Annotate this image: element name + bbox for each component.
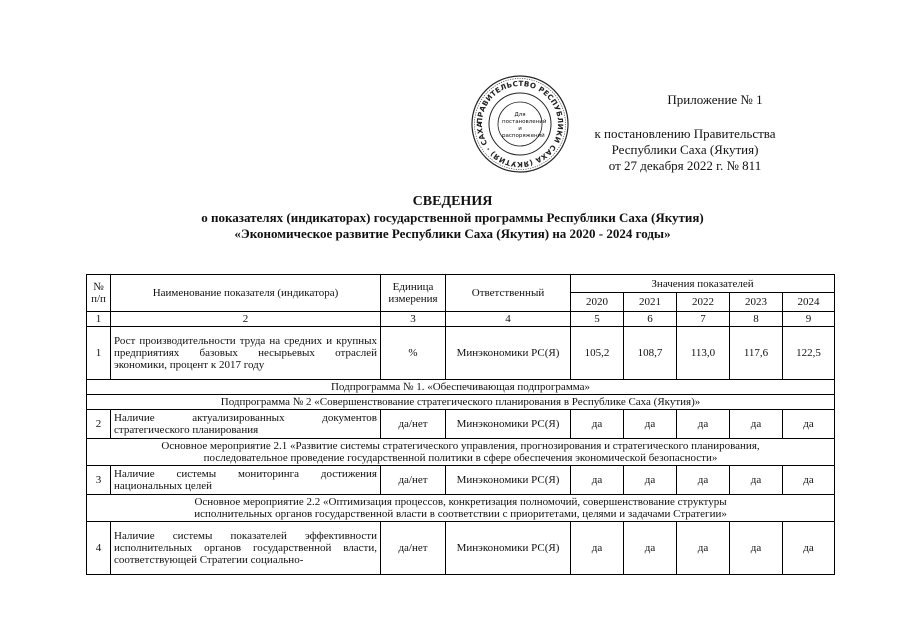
column-number: 1 bbox=[87, 312, 111, 327]
row-value: 117,6 bbox=[730, 327, 783, 380]
header-unit: Единица измерения bbox=[381, 275, 446, 312]
subprogram-row bbox=[87, 395, 835, 410]
row-value: 113,0 bbox=[677, 327, 730, 380]
subprogram-title: Подпрограмма № 2 «Совершенствование стратегического планирования в Республике Саха (Якутия)» bbox=[87, 395, 835, 410]
row-indicator-name: Рост производительности труда на средних и крупных предприятиях базовых несырьевых отраслей экономики, процент к 2017 году bbox=[111, 327, 381, 380]
header-year: 2024 bbox=[783, 293, 835, 312]
official-seal bbox=[470, 74, 570, 174]
row-value: да bbox=[571, 522, 624, 575]
indicators-table bbox=[86, 274, 835, 575]
column-numbers-row bbox=[87, 312, 835, 327]
row-value: 122,5 bbox=[783, 327, 835, 380]
row-value: да bbox=[571, 410, 624, 439]
document-subtitle: о показателях (индикаторах) государственной программы Республики Саха (Якутия) bbox=[201, 210, 704, 225]
appendix-line: от 27 декабря 2022 г. № 811 bbox=[608, 158, 762, 173]
row-value: да bbox=[624, 466, 677, 495]
row-value: да bbox=[783, 522, 835, 575]
table-row bbox=[87, 327, 835, 380]
row-value: да bbox=[730, 522, 783, 575]
row-unit: да/нет bbox=[381, 410, 446, 439]
measure-row bbox=[87, 439, 835, 466]
measure-row bbox=[87, 495, 835, 522]
row-responsible: Минэкономики РС(Я) bbox=[446, 327, 571, 380]
measure-title bbox=[87, 439, 835, 466]
table-row bbox=[87, 466, 835, 495]
row-value: да bbox=[624, 410, 677, 439]
row-value: да bbox=[571, 466, 624, 495]
seal-center-text: Для постановлений и распоряжений bbox=[502, 112, 547, 139]
row-value: да bbox=[730, 410, 783, 439]
header-year: 2021 bbox=[624, 293, 677, 312]
document-title: СВЕДЕНИЯ bbox=[412, 194, 493, 209]
row-value: 105,2 bbox=[571, 327, 624, 380]
row-responsible: Минэкономики РС(Я) bbox=[446, 410, 571, 439]
appendix-line: к постановлению Правительства bbox=[594, 126, 776, 141]
row-unit: да/нет bbox=[381, 522, 446, 575]
subprogram-row bbox=[87, 380, 835, 395]
row-indicator-name: Наличие системы мониторинга достижения национальных целей bbox=[111, 466, 381, 495]
column-number: 5 bbox=[571, 312, 624, 327]
row-indicator-name: Наличие актуализированных документов стратегического планирования bbox=[111, 410, 381, 439]
header-year: 2022 bbox=[677, 293, 730, 312]
measure-line: последовательное проведение государственной политики в сфере обеспечения экономической безопасности» bbox=[203, 452, 718, 464]
header-responsible: Ответственный bbox=[446, 275, 571, 312]
row-num: 2 bbox=[87, 410, 111, 439]
row-value: да bbox=[783, 466, 835, 495]
table-row bbox=[87, 522, 835, 575]
row-value: да bbox=[730, 466, 783, 495]
table-row bbox=[87, 410, 835, 439]
row-value: да bbox=[677, 522, 730, 575]
header-year: 2020 bbox=[571, 293, 624, 312]
column-number: 9 bbox=[783, 312, 835, 327]
row-value: 108,7 bbox=[624, 327, 677, 380]
row-unit: % bbox=[381, 327, 446, 380]
row-value: да bbox=[624, 522, 677, 575]
document-subtitle: «Экономическое развитие Республики Саха (Якутия) на 2020 - 2024 годы» bbox=[234, 226, 671, 241]
appendix-number: Приложение № 1 bbox=[667, 92, 763, 107]
row-num: 3 bbox=[87, 466, 111, 495]
subprogram-title: Подпрограмма № 1. «Обеспечивающая подпрограмма» bbox=[87, 380, 835, 395]
column-number: 6 bbox=[624, 312, 677, 327]
measure-line: Основное мероприятие 2.1 «Развитие системы стратегического управления, прогнозирования и стратегического планирования, bbox=[161, 440, 760, 452]
row-value: да bbox=[677, 466, 730, 495]
row-num: 1 bbox=[87, 327, 111, 380]
header-name: Наименование показателя (индикатора) bbox=[111, 275, 381, 312]
row-num: 4 bbox=[87, 522, 111, 575]
header-num: № п/п bbox=[87, 275, 111, 312]
row-value: да bbox=[677, 410, 730, 439]
column-number: 2 bbox=[111, 312, 381, 327]
table-header-row bbox=[87, 275, 835, 293]
document-heading bbox=[0, 194, 905, 242]
appendix-line: Республики Саха (Якутия) bbox=[611, 142, 759, 157]
column-number: 4 bbox=[446, 312, 571, 327]
row-indicator-name: Наличие системы показателей эффективности исполнительных органов государственной власти, соответствующей Стратегии социально- bbox=[111, 522, 381, 575]
appendix-block bbox=[560, 92, 810, 174]
header-year: 2023 bbox=[730, 293, 783, 312]
header-values-group: Значения показателей bbox=[571, 275, 835, 293]
row-responsible: Минэкономики РС(Я) bbox=[446, 522, 571, 575]
measure-line: исполнительных органов государственной власти в соответствии с приоритетами, целями и задачами Стратегии» bbox=[194, 508, 727, 520]
row-responsible: Минэкономики РС(Я) bbox=[446, 466, 571, 495]
measure-title bbox=[87, 495, 835, 522]
column-number: 7 bbox=[677, 312, 730, 327]
row-unit: да/нет bbox=[381, 466, 446, 495]
measure-line: Основное мероприятие 2.2 «Оптимизация процессов, конкретизация полномочий, совершенствование структуры bbox=[194, 496, 727, 508]
row-value: да bbox=[783, 410, 835, 439]
column-number: 3 bbox=[381, 312, 446, 327]
seal-ring-text: ПРАВИТЕЛЬСТВО РЕСПУБЛИКИ САХА (ЯКУТИЯ) · САХА bbox=[474, 78, 566, 170]
column-number: 8 bbox=[730, 312, 783, 327]
